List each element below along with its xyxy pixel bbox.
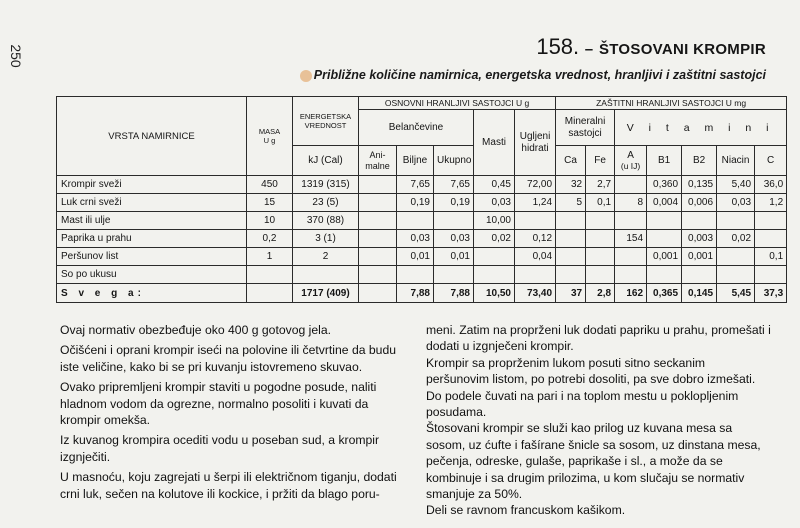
total-niacin: 5,45 <box>717 284 755 303</box>
paragraph: Štosovani krompir se služi kao prilog uz kuvana mesa sa sosom, uz ćufte i fašírane šnicle sa sosom, uz dinstana mesa, pečenja, odreske, gulaše, paprikaše i sl., a može da se kombinuje i sa drugim prilozima, u kom slučaju se normativ smanjuje za 50%. <box>426 421 761 502</box>
table-row <box>57 230 787 248</box>
row-fe: 2,7 <box>586 176 615 194</box>
header-proteins: Belančevine <box>359 110 474 146</box>
row-fat: 10,00 <box>474 212 515 230</box>
paragraph: Iz kuvanog krompira ocediti vodu u poseban sud, a krompir izgnječiti. <box>60 433 380 464</box>
row-plant <box>397 212 434 230</box>
total-ca: 37 <box>556 284 586 303</box>
row-carb <box>515 266 556 284</box>
table-row <box>57 176 787 194</box>
paragraph: Ovako pripremljeni krompir staviti u pogodne posude, naliti hladnom vodom da ogrezne, normalno posoliti i kuvati da krompir omekša. <box>60 380 377 428</box>
recipe-number: 158. <box>536 34 580 59</box>
row-b2 <box>682 266 717 284</box>
row-a: 8 <box>615 194 647 212</box>
recipe-name: ŠTOSOVANI KROMPIR <box>598 41 766 58</box>
row-mass: 0,2 <box>247 230 293 248</box>
row-name: Luk crni sveži <box>57 194 247 212</box>
row-ca: 5 <box>556 194 586 212</box>
row-plant: 7,65 <box>397 176 434 194</box>
header-minerals: Mineralni sastojci <box>556 110 615 146</box>
row-animal <box>359 266 397 284</box>
total-fat: 10,50 <box>474 284 515 303</box>
row-niacin <box>717 266 755 284</box>
row-a <box>615 212 647 230</box>
header-protective-group: ZAŠTITNI HRANLJIVI SASTOJCI U mg <box>556 97 787 110</box>
row-a <box>615 176 647 194</box>
row-plant <box>397 266 434 284</box>
row-energy <box>293 266 359 284</box>
row-b2 <box>682 212 717 230</box>
row-b2: 0,001 <box>682 248 717 266</box>
table-total-row <box>57 284 787 303</box>
subtitle-text: Približne količine namirnica, energetska vrednost, hranljivi i zaštitni sastojci <box>313 68 766 82</box>
row-mass: 15 <box>247 194 293 212</box>
paragraph: Krompir sa propržеnim lukom posuti sitno seckanim peršunovim listom, po potrebi dosoliti, pa sve dobro izmešati. Do podele čuvati na pari i na toplom mestu u poklopljenim posudama. <box>426 355 756 420</box>
header-plant: Biljne <box>397 146 434 176</box>
row-fe: 0,1 <box>586 194 615 212</box>
row-name: So po ukusu <box>57 266 247 284</box>
header-kj: kJ (Cal) <box>293 146 359 176</box>
header-total: Ukupno <box>434 146 474 176</box>
row-b1: 0,360 <box>647 176 682 194</box>
row-total <box>434 266 474 284</box>
row-b1 <box>647 266 682 284</box>
row-name: Paprika u prahu <box>57 230 247 248</box>
row-total: 0,03 <box>434 230 474 248</box>
row-b2: 0,135 <box>682 176 717 194</box>
row-mass <box>247 266 293 284</box>
total-plant: 7,88 <box>397 284 434 303</box>
row-total: 0,19 <box>434 194 474 212</box>
row-c: 0,1 <box>755 248 787 266</box>
table-subtitle <box>314 68 766 82</box>
row-carb: 0,12 <box>515 230 556 248</box>
row-carb: 1,24 <box>515 194 556 212</box>
total-b1: 0,365 <box>647 284 682 303</box>
recipe-dash: – <box>584 41 594 58</box>
row-energy: 370 (88) <box>293 212 359 230</box>
row-mass: 1 <box>247 248 293 266</box>
header-carbs: Ugljeni hidrati <box>515 110 556 176</box>
paragraph: Ovaj normativ obezbeđuje oko 400 g gotovog jela. <box>60 323 332 337</box>
row-energy: 23 (5) <box>293 194 359 212</box>
header-c: C <box>755 146 787 176</box>
header-basic-group: OSNOVNI HRANLJIVI SASTOJCI U g <box>359 97 556 110</box>
row-carb: 0,04 <box>515 248 556 266</box>
row-c: 36,0 <box>755 176 787 194</box>
row-name: Mast ili ulje <box>57 212 247 230</box>
total-mass <box>247 284 293 303</box>
instructions-column-left <box>60 322 403 506</box>
row-total <box>434 212 474 230</box>
paragraph: U masnoću, koju zagrejati u šerpi ili električnom tiganju, dodati crni luk, sečen na kolutove ili kockice, i pržiti da blago poru- <box>60 470 397 501</box>
total-fe: 2,8 <box>586 284 615 303</box>
row-fe <box>586 266 615 284</box>
row-b1 <box>647 230 682 248</box>
header-b2: B2 <box>682 146 717 176</box>
row-carb <box>515 212 556 230</box>
header-animal: Ani-malne <box>359 146 397 176</box>
recipe-title <box>536 34 766 60</box>
nutrition-table <box>56 96 787 303</box>
table-row <box>57 248 787 266</box>
header-vitamin-a: A (u IJ) <box>615 146 647 176</box>
header-b1: B1 <box>647 146 682 176</box>
header-fe: Fe <box>586 146 615 176</box>
row-niacin: 0,03 <box>717 194 755 212</box>
row-ca <box>556 212 586 230</box>
total-c: 37,3 <box>755 284 787 303</box>
row-name: Peršunov list <box>57 248 247 266</box>
row-a: 154 <box>615 230 647 248</box>
row-fe <box>586 248 615 266</box>
row-b1 <box>647 212 682 230</box>
total-a: 162 <box>615 284 647 303</box>
row-plant: 0,03 <box>397 230 434 248</box>
row-b1: 0,004 <box>647 194 682 212</box>
table-row <box>57 212 787 230</box>
header-item: VRSTA NAMIRNICE <box>57 97 247 176</box>
row-fe <box>586 212 615 230</box>
row-c <box>755 230 787 248</box>
row-carb: 72,00 <box>515 176 556 194</box>
total-label: S v e g a: <box>57 284 247 303</box>
row-name: Krompir sveži <box>57 176 247 194</box>
row-fat: 0,02 <box>474 230 515 248</box>
row-ca <box>556 248 586 266</box>
total-energy: 1717 (409) <box>293 284 359 303</box>
row-c <box>755 212 787 230</box>
row-fat <box>474 266 515 284</box>
row-animal <box>359 176 397 194</box>
row-a <box>615 266 647 284</box>
header-ca: Ca <box>556 146 586 176</box>
row-total: 7,65 <box>434 176 474 194</box>
row-b2: 0,006 <box>682 194 717 212</box>
row-animal <box>359 194 397 212</box>
row-b2: 0,003 <box>682 230 717 248</box>
header-niacin: Niacin <box>717 146 755 176</box>
row-ca <box>556 230 586 248</box>
row-energy: 3 (1) <box>293 230 359 248</box>
row-energy: 2 <box>293 248 359 266</box>
total-carb: 73,40 <box>515 284 556 303</box>
row-niacin: 0,02 <box>717 230 755 248</box>
row-c: 1,2 <box>755 194 787 212</box>
row-niacin <box>717 248 755 266</box>
row-c <box>755 266 787 284</box>
header-energy: ENERGETSKA VREDNOST <box>293 97 359 146</box>
row-fe <box>586 230 615 248</box>
row-animal <box>359 212 397 230</box>
paragraph: Očišćeni i oprani krompir iseći na polovine ili četvrtine da budu iste veličine, kako bi se pri kuvanju istovremeno skuvao. <box>60 343 396 374</box>
table-row <box>57 266 787 284</box>
row-total: 0,01 <box>434 248 474 266</box>
header-mass: MASA U g <box>247 97 293 176</box>
row-animal <box>359 230 397 248</box>
paragraph: Deli se ravnom francuskom kašikom. <box>426 503 626 518</box>
row-b1: 0,001 <box>647 248 682 266</box>
row-fat: 0,03 <box>474 194 515 212</box>
total-protein: 7,88 <box>434 284 474 303</box>
ink-smudge <box>300 70 312 82</box>
row-niacin <box>717 212 755 230</box>
row-a <box>615 248 647 266</box>
header-vitamins: V i t a m i n i <box>615 110 787 146</box>
row-fat <box>474 248 515 266</box>
table-row <box>57 194 787 212</box>
page-number: 250 <box>8 44 24 68</box>
total-b2: 0,145 <box>682 284 717 303</box>
row-plant: 0,01 <box>397 248 434 266</box>
row-energy: 1319 (315) <box>293 176 359 194</box>
row-niacin: 5,40 <box>717 176 755 194</box>
header-fats: Masti <box>474 110 515 176</box>
row-mass: 450 <box>247 176 293 194</box>
row-plant: 0,19 <box>397 194 434 212</box>
row-ca <box>556 266 586 284</box>
row-mass: 10 <box>247 212 293 230</box>
row-ca: 32 <box>556 176 586 194</box>
instructions-column-right <box>426 322 771 519</box>
total-animal <box>359 284 397 303</box>
row-animal <box>359 248 397 266</box>
row-fat: 0,45 <box>474 176 515 194</box>
paragraph: meni. Zatim na proprženi luk dodati papriku u prahu, promešati i dodati u izgnječeni krompir. <box>426 323 771 354</box>
